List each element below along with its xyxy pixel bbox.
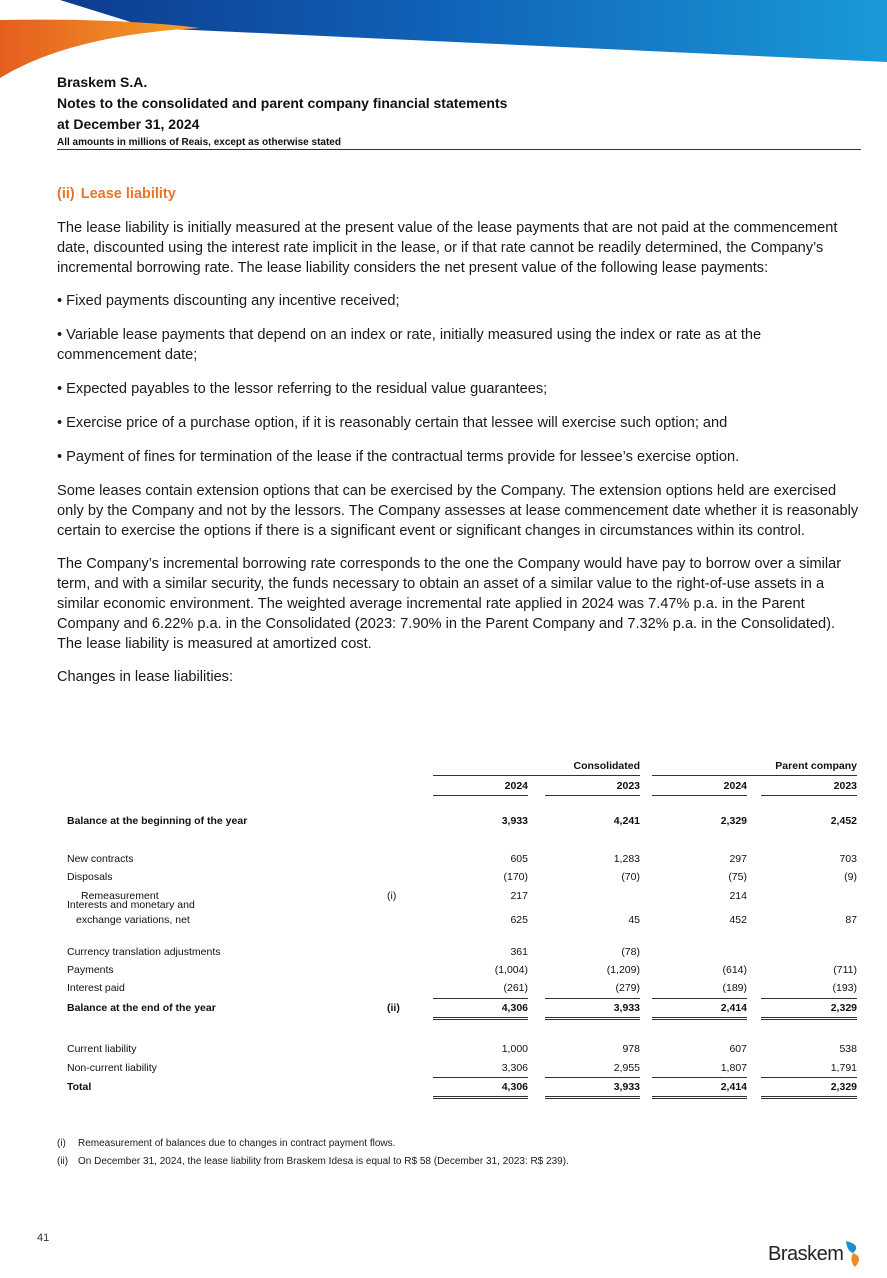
- table-cell-value: 214: [729, 890, 747, 902]
- row-label: Currency translation adjustments: [67, 946, 221, 958]
- group-underline: [652, 775, 857, 776]
- document-subtitle: All amounts in millions of Reais, except as otherwise stated: [57, 137, 341, 148]
- table-cell-value: 607: [729, 1043, 747, 1055]
- subtotal-line: [433, 1077, 528, 1078]
- total-double-line: [761, 1096, 857, 1099]
- footnote-mark: (ii): [57, 1156, 69, 1167]
- lease-liabilities-table: [67, 758, 861, 1103]
- table-cell-value: 2,414: [720, 1002, 747, 1014]
- section-heading: [57, 184, 863, 204]
- section-title: Lease liability: [80, 186, 176, 202]
- table-cell-value: 3,306: [501, 1062, 528, 1074]
- total-double-line: [652, 1096, 747, 1099]
- paragraph-2: Some leases contain extension options that can be exercised by the Company. The extension options held are exercised only by the Company and not by the lessors. The Company assesses at lease commencement date whether it is reasonably certain to exercise the options if there is a significant event or significant changes in circumstances within its control.: [57, 483, 859, 539]
- year-underline: [545, 795, 640, 796]
- table-cell-value: 4,306: [501, 1081, 528, 1093]
- table-cell-value: 4,241: [613, 815, 640, 827]
- total-double-line: [761, 1017, 857, 1020]
- logo-mark-icon: [843, 1239, 865, 1269]
- footnote-text: On December 31, 2024, the lease liability from Braskem Idesa is equal to R$ 58 (December 31, 2023: R$ 239).: [78, 1156, 569, 1167]
- subtotal-line: [652, 998, 747, 999]
- table-cell-value: 2,329: [830, 1081, 857, 1093]
- row-note-ref: (i): [387, 890, 397, 902]
- subtotal-line: [545, 1077, 640, 1078]
- table-cell-value: 87: [845, 914, 857, 926]
- row-note-ref: (ii): [387, 1002, 400, 1014]
- table-cell-value: (261): [503, 982, 528, 994]
- year-underline: [652, 795, 747, 796]
- table-cell-value: (75): [728, 871, 747, 883]
- row-label: Balance at the end of the year: [67, 1002, 216, 1014]
- table-cell-value: 1,283: [613, 853, 640, 865]
- company-name: Braskem S.A.: [57, 74, 148, 90]
- row-label: New contracts: [67, 853, 134, 865]
- row-label: Balance at the beginning of the year: [67, 815, 248, 827]
- year-header: 2024: [723, 780, 747, 792]
- subtotal-line: [761, 1077, 857, 1078]
- table-cell-value: 1,791: [830, 1062, 857, 1074]
- table-cell-value: 1,000: [501, 1043, 528, 1055]
- row-label: Payments: [67, 964, 114, 976]
- table-cell-value: 3,933: [613, 1002, 640, 1014]
- total-double-line: [433, 1017, 528, 1020]
- footnote: [57, 1154, 861, 1169]
- table-cell-value: (9): [844, 871, 857, 883]
- table-cell-value: 625: [510, 914, 528, 926]
- table-cell-value: (711): [833, 964, 857, 976]
- paragraph-3: The Company’s incremental borrowing rate corresponds to the one the Company would have pay to borrow over a similar term, and with a similar security, the funds necessary to obtain an asset of a similar value to the right-of-use assets in a similar economic environment. The weighted average incremental rate applied in 2024 was 7.47% p.a. in the Parent Company and 6.22% p.a. in the Consolidated (2023: 7.90% in the Parent Company and 7.32% p.a. in the Consolidated). The lease liability is measured at amortized cost.: [57, 556, 842, 652]
- total-double-line: [545, 1017, 640, 1020]
- year-header: 2024: [504, 780, 528, 792]
- subtotal-line: [761, 998, 857, 999]
- table-cell-value: 2,414: [720, 1081, 747, 1093]
- table-cell-value: 217: [510, 890, 528, 902]
- row-label: Current liability: [67, 1043, 137, 1055]
- bullet-item: • Payment of fines for termination of the lease if the contractual terms provide for lessee’s exercise option.: [57, 449, 740, 465]
- table-cell-value: 3,933: [613, 1081, 640, 1093]
- table-cell-value: (78): [621, 946, 640, 958]
- table-cell-value: 3,933: [501, 815, 528, 827]
- table-cell-value: (189): [722, 982, 747, 994]
- year-header: 2023: [833, 780, 857, 792]
- table-cell-value: (614): [722, 964, 747, 976]
- table-cell-value: (170): [503, 871, 528, 883]
- row-label: Disposals: [67, 871, 113, 883]
- total-double-line: [652, 1017, 747, 1020]
- footnote: [57, 1136, 861, 1151]
- year-header: 2023: [616, 780, 640, 792]
- bullet-item: • Expected payables to the lessor referring to the residual value guarantees;: [57, 381, 548, 397]
- footnote-mark: (i): [57, 1138, 66, 1149]
- table-cell-value: (70): [621, 871, 640, 883]
- table-cell-value: 361: [510, 946, 528, 958]
- total-double-line: [545, 1096, 640, 1099]
- table-cell-value: 538: [839, 1043, 857, 1055]
- table-cell-value: 1,807: [720, 1062, 747, 1074]
- document-date: at December 31, 2024: [57, 116, 200, 132]
- table-cell-value: 703: [839, 853, 857, 865]
- document-title: Notes to the consolidated and parent company financial statements: [57, 95, 508, 111]
- table-cell-value: 45: [628, 914, 640, 926]
- subtotal-line: [433, 998, 528, 999]
- subtotal-line: [545, 998, 640, 999]
- year-underline: [433, 795, 528, 796]
- table-cell-value: 4,306: [501, 1002, 528, 1014]
- table-cell-value: 2,329: [830, 1002, 857, 1014]
- table-intro: Changes in lease liabilities:: [57, 669, 234, 685]
- row-label: exchange variations, net: [76, 914, 190, 926]
- row-label: Interests and monetary and: [67, 899, 195, 911]
- paragraph-1: The lease liability is initially measured at the present value of the lease payments that are not paid at the commencement date, discounted using the interest rate implicit in the lease, or if that rate cannot be readily determined, the Company’s incremental borrowing rate. The lease liability considers the net present value of the following lease payments:: [57, 220, 838, 276]
- bullet-item: • Fixed payments discounting any incentive received;: [57, 293, 400, 309]
- year-underline: [761, 795, 857, 796]
- table-cell-value: (1,209): [606, 964, 640, 976]
- footnote-text: Remeasurement of balances due to changes in contract payment flows.: [78, 1138, 396, 1149]
- table-cell-value: 2,452: [830, 815, 857, 827]
- table-cell-value: (1,004): [494, 964, 528, 976]
- column-group-header: Consolidated: [573, 760, 640, 772]
- footnotes: [57, 1136, 861, 1172]
- row-label: Remeasurement: [81, 890, 159, 902]
- table-cell-value: 2,329: [720, 815, 747, 827]
- table-cell-value: 2,955: [613, 1062, 640, 1074]
- section-number: (ii): [57, 186, 75, 202]
- table-cell-value: 978: [622, 1043, 640, 1055]
- table-cell-value: 297: [729, 853, 747, 865]
- table-cell-value: 452: [729, 914, 747, 926]
- total-double-line: [433, 1096, 528, 1099]
- page-number: 41: [37, 1232, 50, 1244]
- subtotal-line: [652, 1077, 747, 1078]
- main-content: [57, 184, 863, 687]
- logo-wordmark: Braskem: [768, 1242, 844, 1265]
- header-divider: [57, 149, 861, 150]
- bullet-item: • Variable lease payments that depend on an index or rate, initially measured using the index or rate as at the commencement date;: [57, 327, 762, 363]
- table-cell-value: (279): [615, 982, 640, 994]
- row-label: Non-current liability: [67, 1062, 157, 1074]
- row-label: Interest paid: [67, 982, 125, 994]
- row-label: Total: [67, 1081, 92, 1093]
- table-cell-value: 605: [510, 853, 528, 865]
- document-header: [57, 72, 861, 150]
- bullet-item: • Exercise price of a purchase option, if it is reasonably certain that lessee will exercise such option; and: [57, 415, 728, 431]
- table-cell-value: (193): [832, 982, 857, 994]
- group-underline: [433, 775, 640, 776]
- column-group-header: Parent company: [775, 760, 857, 772]
- braskem-logo: [768, 1239, 865, 1269]
